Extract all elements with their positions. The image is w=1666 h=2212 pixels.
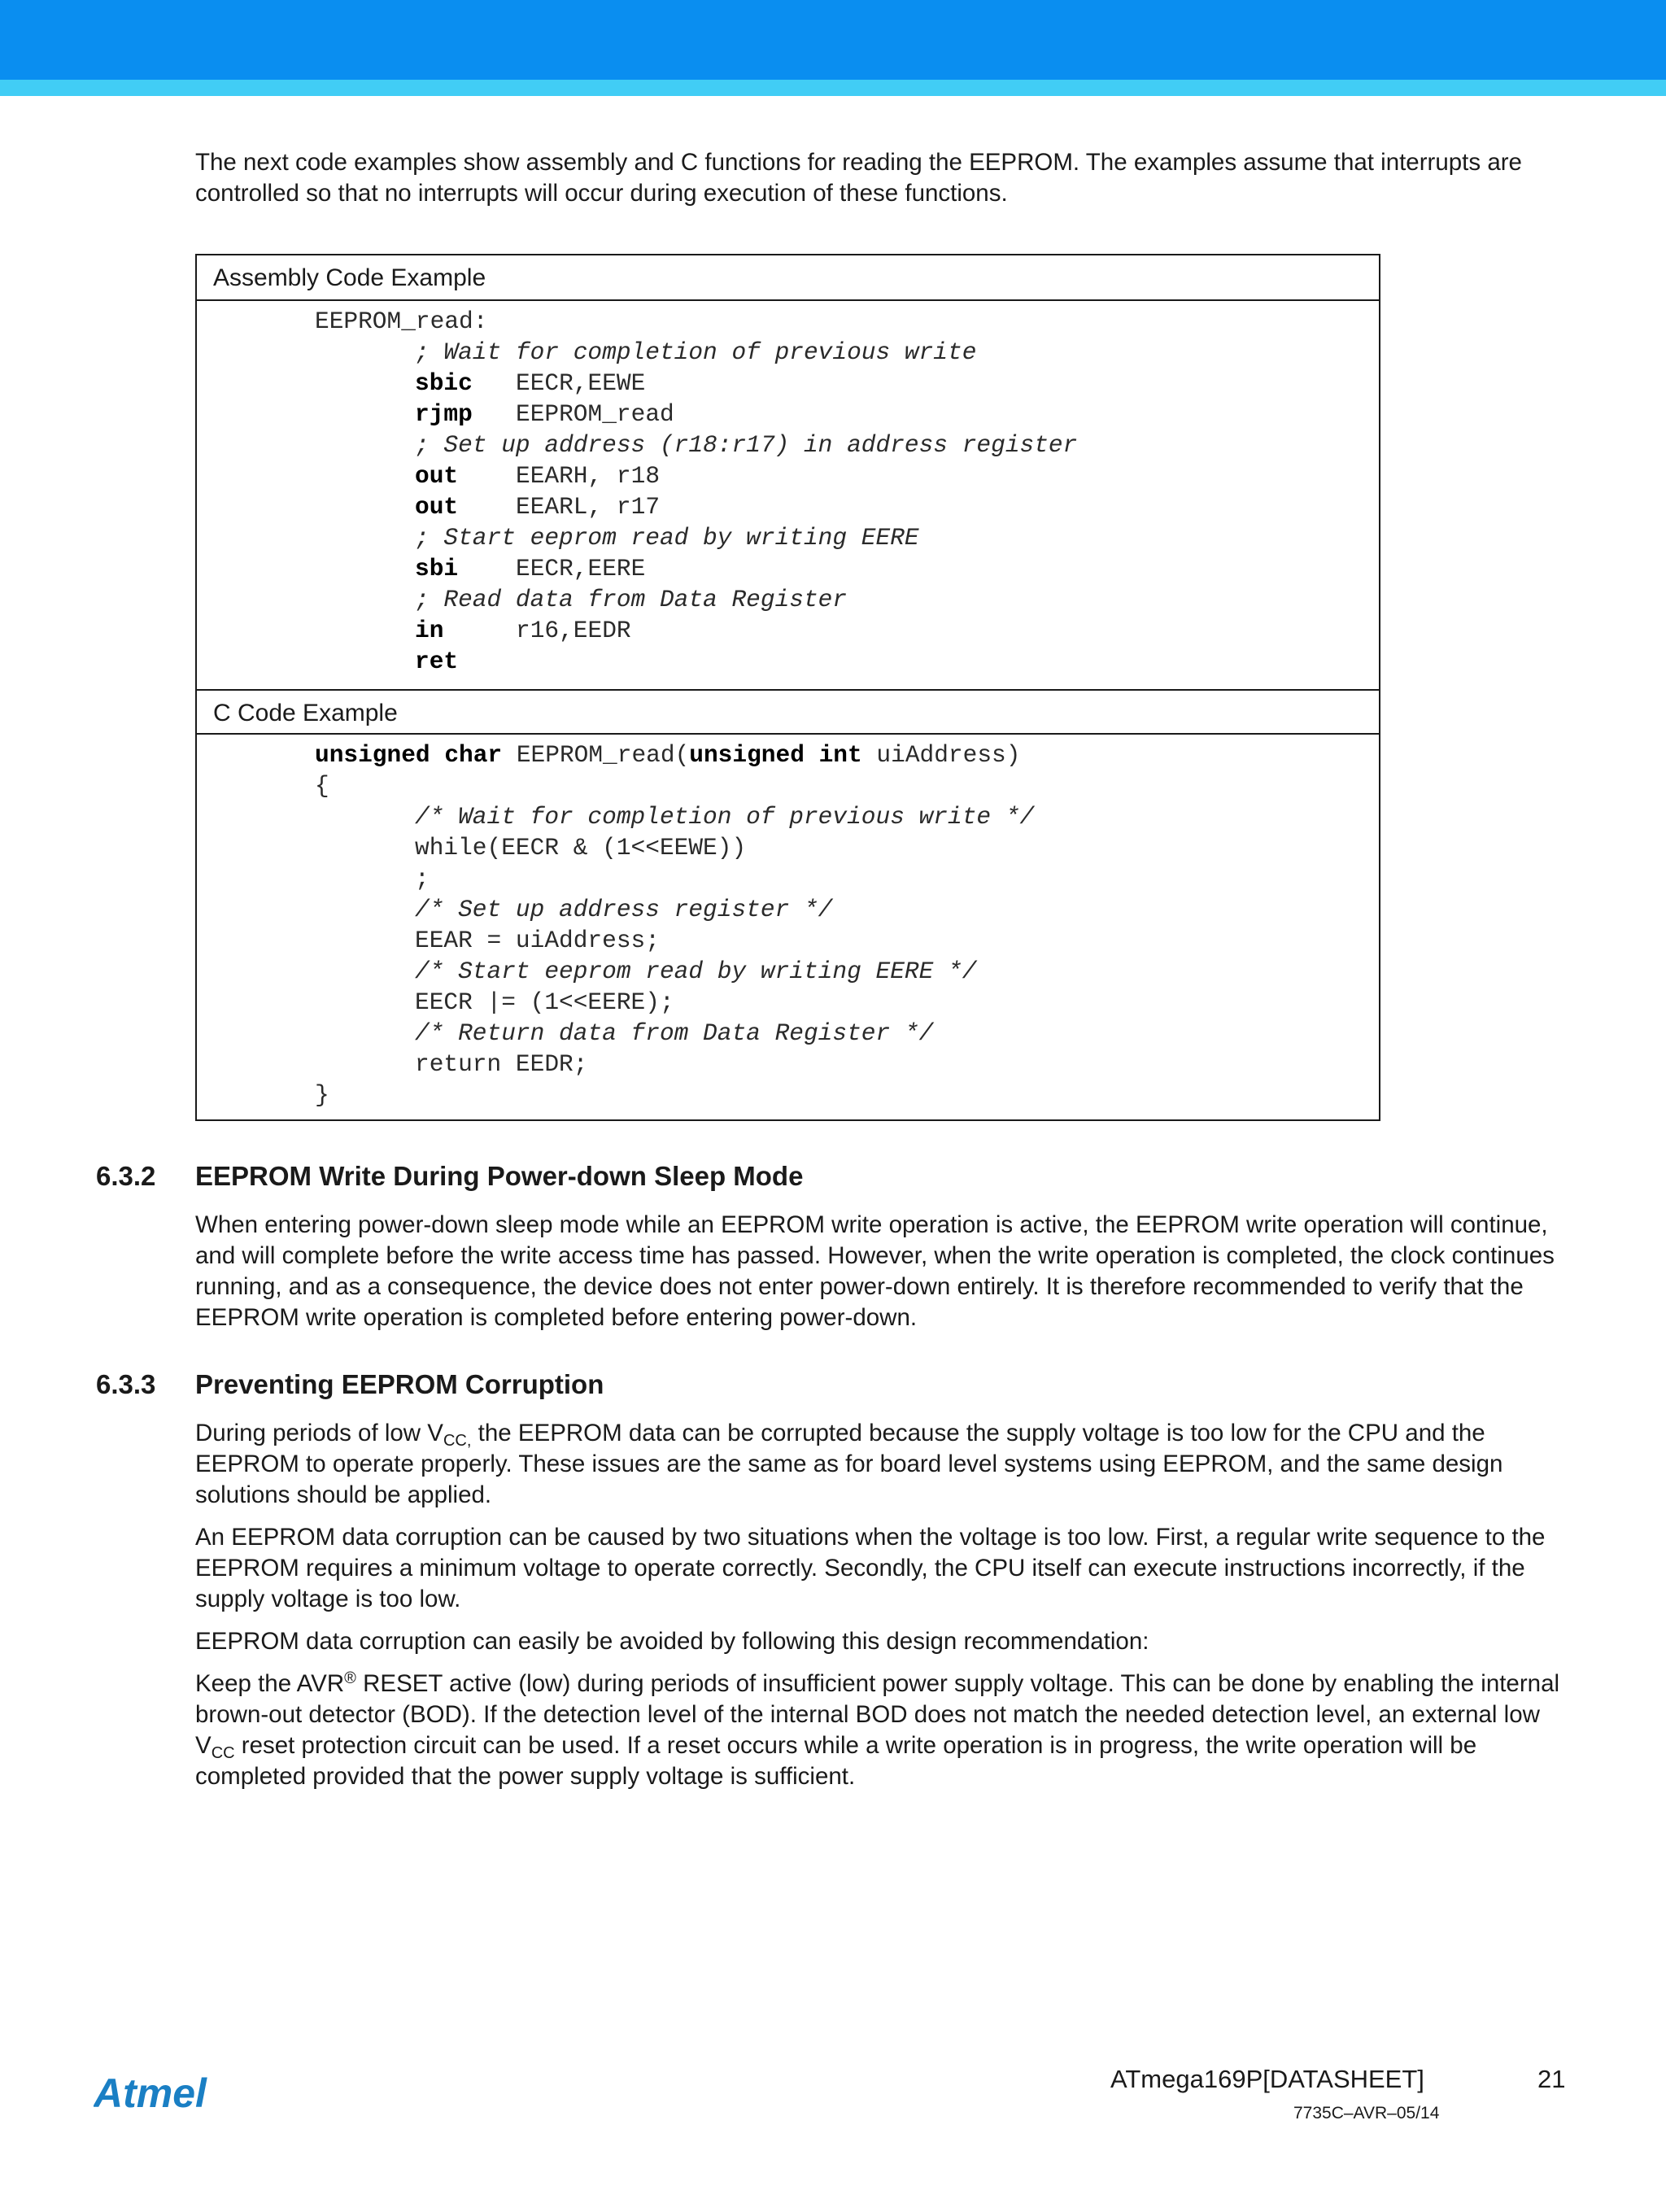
code-line: out EEARL, r17 [415,493,661,521]
header-bar [0,0,1666,80]
code-line: ret [415,648,459,675]
code-line: unsigned char EEPROM_read(unsigned int uiAddress) [315,741,1021,769]
code-line: out EEARH, r18 [415,462,661,490]
code-line: } [315,1081,329,1109]
code-comment: ; Read data from Data Register [415,586,848,613]
header-stripe [0,80,1666,96]
assembly-header: Assembly Code Example [197,255,1379,301]
code-line: EECR |= (1<<EERE); [415,988,674,1016]
footer-title: ATmega169P[DATASHEET] [1110,2065,1424,2093]
code-line: EEAR = uiAddress; [415,927,660,954]
code-comment: ; Start eeprom read by writing EERE [415,524,919,552]
code-examples-table [195,254,1380,1121]
code-line: ; [415,865,430,892]
atmel-logo [94,2073,244,2114]
section-paragraph: An EEPROM data corruption can be caused by two situations when the voltage is too low. First, a regular write sequence to the EEPROM requires a minimum voltage to operate correctly. Secondly, the CPU itself can execute instructions incorrectly, if the supply voltage is too low. [195,1524,1546,1612]
code-comment: ; Wait for completion of previous write [415,338,977,366]
code-line: sbic EECR,EEWE [415,369,646,397]
code-line: return EEDR; [415,1050,588,1078]
section-title: Preventing EEPROM Corruption [195,1369,604,1399]
section-paragraph: During periods of low $V_{CC,}$ the EEPROM data can be corrupted because the supply voltage is too low for the CPU and the EEPROM to operate properly. These issues are the same as for board level systems using EEPROM, and the same design solutions should be applied. [195,1420,1503,1508]
section-paragraph: Keep the AVR® RESET active (low) during periods of insufficient power supply voltage. This can be done by enabling the internal brown-out detector (BOD). If the detection level of the internal BOD does not match the needed detection level, an external low $V_{CC}$ reset protection circuit can be used. If a reset occurs while a write operation is in progress, the write operation will be completed provided that the power supply voltage is sufficient. [195,1669,1560,1790]
code-line: EEPROM_read: [315,308,488,335]
section-title: EEPROM Write During Power-down Sleep Mode [195,1161,804,1191]
page-number: 21 [1537,2065,1566,2093]
code-comment: /* Set up address register */ [415,896,833,923]
code-comment: /* Return data from Data Register */ [415,1019,934,1047]
code-comment: /* Start eeprom read by writing EERE */ [415,958,977,985]
c-code-header: C Code Example [197,689,1379,735]
code-line: in r16,EEDR [415,617,631,644]
code-comment: /* Wait for completion of previous write */ [415,803,1035,831]
svg-text:Atmel: Atmel [94,2073,207,2114]
code-line: rjmp EEPROM_read [415,400,674,428]
code-line: sbi EECR,EERE [415,555,646,582]
code-comment: ; Set up address (r18:r17) in address register [415,431,1078,459]
code-line: { [315,772,329,800]
document-code: 7735C–AVR–05/14 [1293,2104,1440,2123]
code-line: while(EECR & (1<<EEWE)) [415,834,747,862]
section-number: 6.3.3 [96,1369,156,1399]
intro-paragraph: The next code examples show assembly and C functions for reading the EEPROM. The examples assume that interrupts are controlled so that no interrupts will occur during execution of these functions. [195,149,1522,207]
section-paragraph: When entering power-down sleep mode while an EEPROM write operation is active, the EEPROM write operation will continue, and will complete before the write access time has passed. However, when the write operation is completed, the clock continues running, and as a consequence, the device does not enter power-down entirely. It is therefore recommended to verify that the EEPROM write operation is completed before entering power-down. [195,1211,1555,1331]
section-number: 6.3.2 [96,1161,156,1191]
section-paragraph: EEPROM data corruption can easily be avoided by following this design recommendation: [195,1628,1149,1655]
